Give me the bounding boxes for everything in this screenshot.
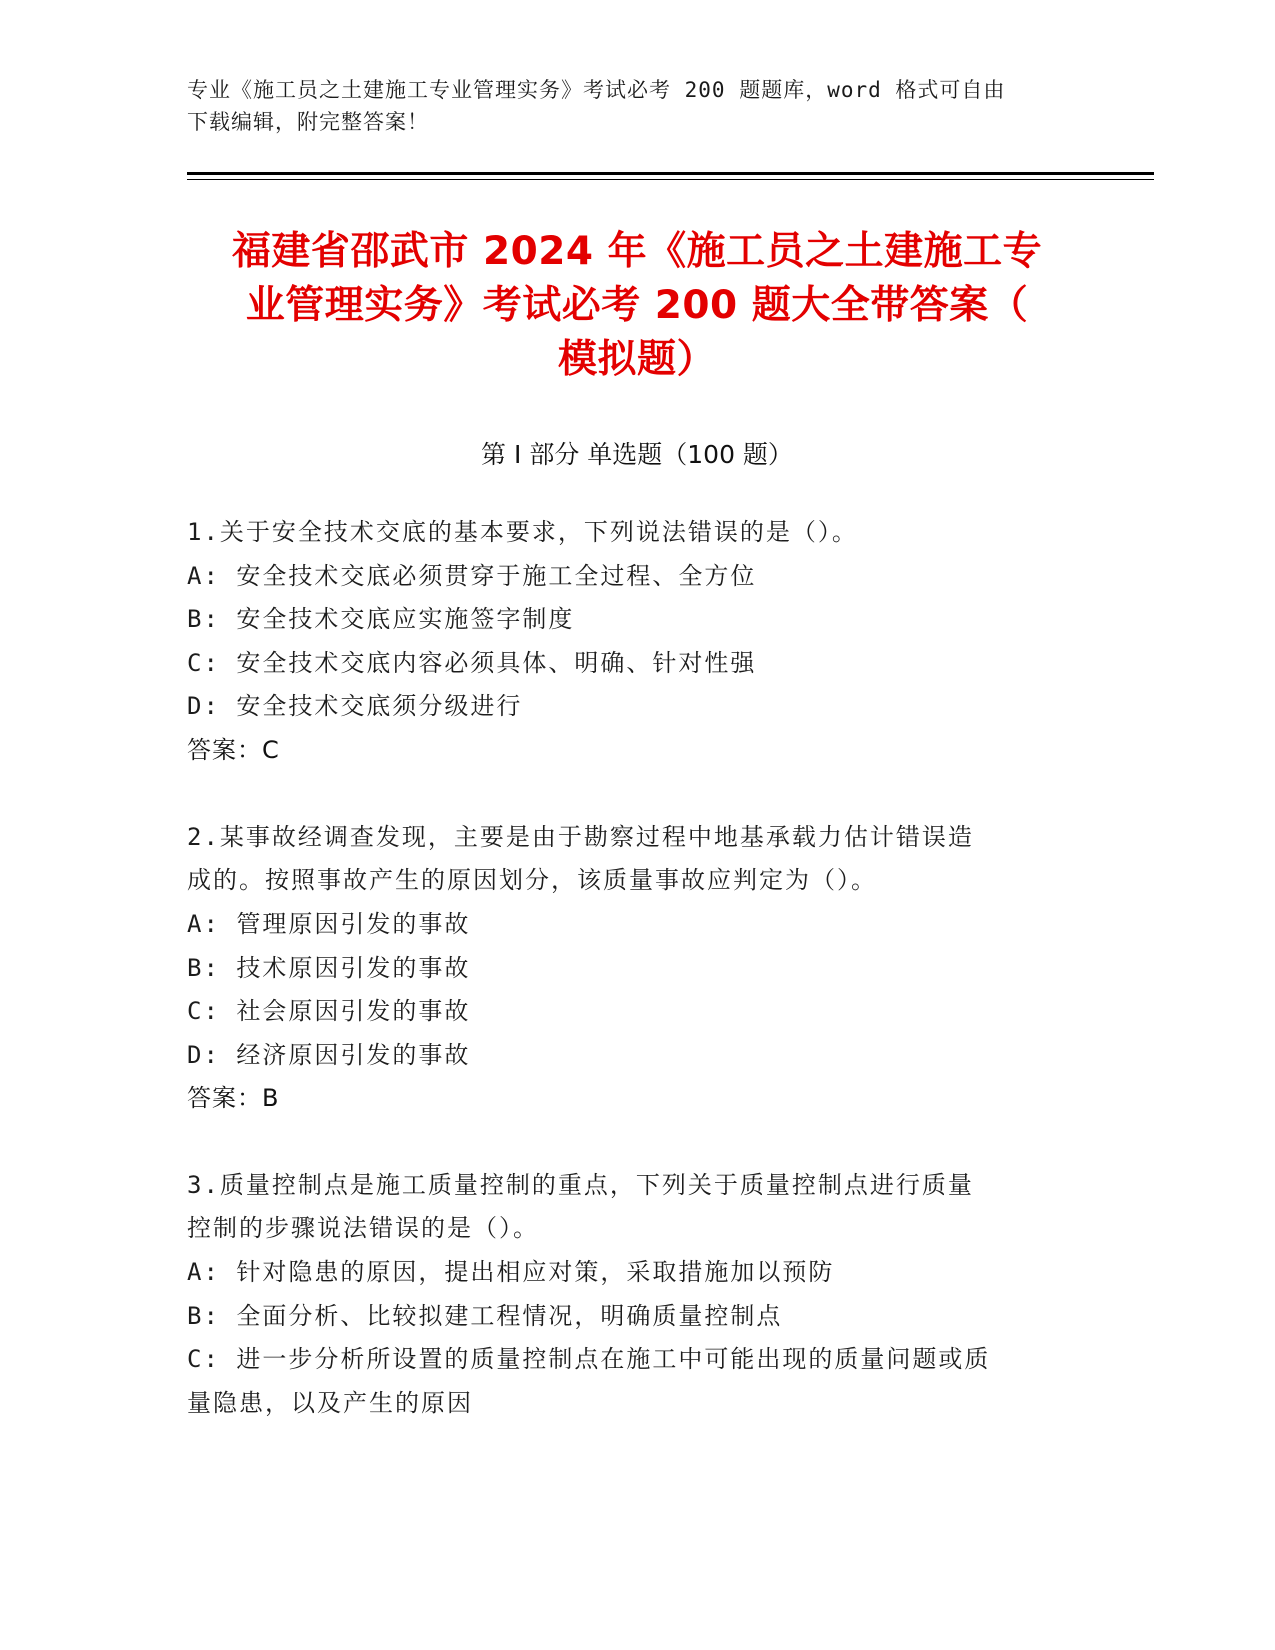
option-c: C: 进一步分析所设置的质量控制点在施工中可能出现的质量问题或质: [187, 1345, 991, 1373]
option-a: A: 针对隐患的原因，提出相应对策，采取措施加以预防: [187, 1258, 835, 1286]
title-line: 模拟题）: [557, 337, 716, 382]
option-a: A: 管理原因引发的事故: [187, 910, 471, 938]
title-line: 福建省邵武市 2024 年《施工员之土建施工专: [231, 229, 1043, 274]
header-divider-thin: [187, 179, 1154, 180]
header-note: [187, 74, 1087, 138]
answer-2: 答案：B: [187, 1084, 280, 1112]
title-line: 业管理实务》考试必考 200 题大全带答案（: [245, 283, 1029, 328]
answer-1: 答案：C: [187, 736, 280, 764]
option-b: B: 技术原因引发的事故: [187, 954, 471, 982]
question-stem: 控制的步骤说法错误的是（）。: [187, 1214, 539, 1242]
question-stem: 2.某事故经调查发现，主要是由于勘察过程中地基承载力估计错误造: [187, 823, 974, 851]
document-title: [187, 225, 1087, 387]
header-divider-thick: [187, 172, 1154, 175]
question-stem: 成的。按照事故产生的原因划分，该质量事故应判定为（）。: [187, 866, 877, 894]
option-d: D: 安全技术交底须分级进行: [187, 692, 523, 720]
option-a: A: 安全技术交底必须贯穿于施工全过程、全方位: [187, 562, 757, 590]
question-stem: 1.关于安全技术交底的基本要求，下列说法错误的是（）。: [187, 518, 858, 546]
option-d: D: 经济原因引发的事故: [187, 1041, 471, 1069]
header-note-line: 专业《施工员之土建施工专业管理实务》考试必考 200 题题库，word 格式可自由: [187, 78, 1006, 102]
option-c: C: 安全技术交底内容必须具体、明确、针对性强: [187, 649, 757, 677]
header-note-line: 下载编辑，附完整答案！: [187, 110, 429, 134]
option-b: B: 安全技术交底应实施签字制度: [187, 605, 575, 633]
option-c-continued: 量隐患，以及产生的原因: [187, 1389, 473, 1417]
option-c: C: 社会原因引发的事故: [187, 997, 471, 1025]
option-b: B: 全面分析、比较拟建工程情况，明确质量控制点: [187, 1302, 783, 1330]
section-heading: 第 I 部分 单选题（100 题）: [481, 440, 793, 469]
question-stem: 3.质量控制点是施工质量控制的重点，下列关于质量控制点进行质量: [187, 1171, 974, 1199]
